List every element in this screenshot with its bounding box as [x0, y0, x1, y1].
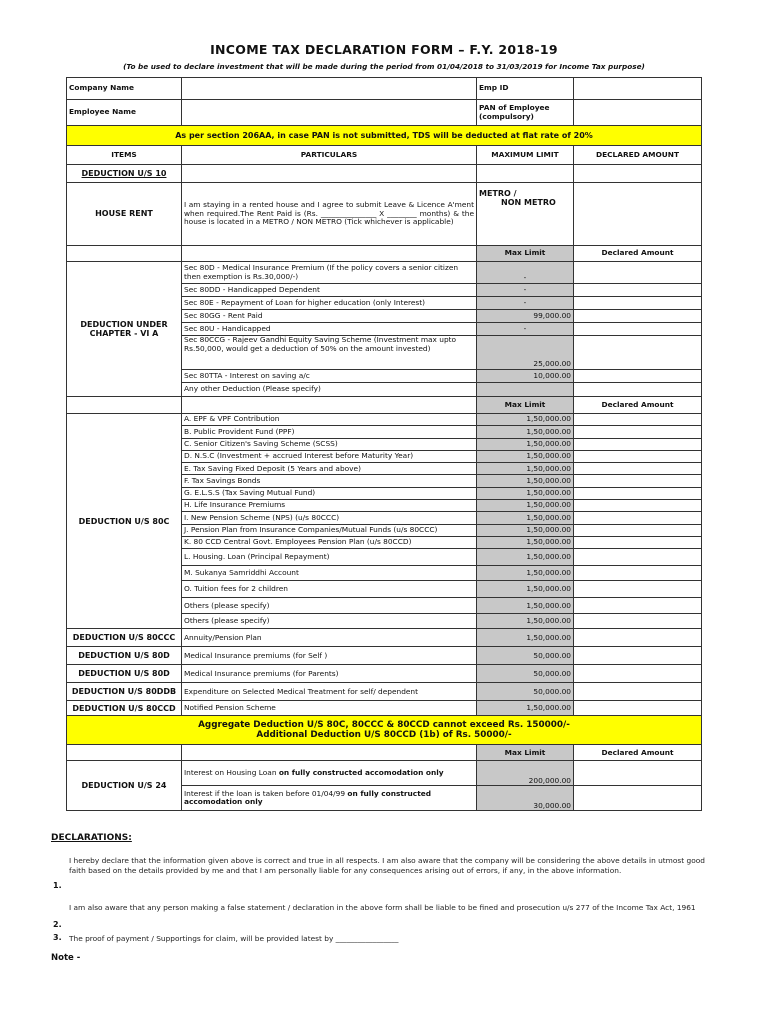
aggregate-line-2: Additional Deduction U/S 80CCD (1b) of Rs. 50000/-: [256, 730, 512, 741]
pan-label: PAN of Employee (compulsory): [477, 100, 574, 126]
sec24-row-limit: 200,000.00: [477, 761, 574, 786]
sec24-row-limit: 30,000.00: [477, 786, 574, 811]
c80-row-text: E. Tax Saving Fixed Deposit (5 Years and above): [182, 463, 477, 475]
form-subtitle: (To be used to declare investment that will be made during the period from 01/04/2018 to 31/03/2019 for Income Tax purpose): [123, 62, 645, 71]
other-section-text: Expenditure on Selected Medical Treatment for self/ dependent: [182, 683, 477, 701]
via-row-declared[interactable]: [574, 310, 702, 323]
via-row-limit: [477, 383, 574, 397]
col-max-limit-header: MAXIMUM LIMIT: [477, 146, 574, 165]
emp-id-field[interactable]: [574, 78, 702, 100]
sec24-row-plain: Interest on Housing Loan: [184, 768, 279, 777]
other-section-limit: 1,50,000.00: [477, 629, 574, 647]
declaration-table: [66, 77, 702, 811]
c80-row-declared[interactable]: [574, 598, 702, 614]
c80-row-limit: 1,50,000.00: [477, 512, 574, 524]
declaration-2-text: I am also aware that any person making a false statement / declaration in the above form shall be liable to be fined and prosecution u/s 277 of the Income Tax Act, 1961: [69, 903, 696, 912]
employee-name-label: Employee Name: [67, 100, 182, 126]
c80-row-text: H. Life Insurance Premiums: [182, 500, 477, 512]
c80-row-declared[interactable]: [574, 581, 702, 598]
other-section-limit: 50,000.00: [477, 665, 574, 683]
s24-max-limit-header: Max Limit: [477, 745, 574, 761]
other-section-declared[interactable]: [574, 647, 702, 665]
col-items-header: ITEMS: [67, 146, 182, 165]
c80-row-limit: 1,50,000.00: [477, 414, 574, 426]
house-rent-declared[interactable]: [574, 183, 702, 246]
c80-row-limit: 1,50,000.00: [477, 614, 574, 629]
c80-row-limit: 1,50,000.00: [477, 598, 574, 614]
c80-row-limit: 1,50,000.00: [477, 500, 574, 512]
c80-row-declared[interactable]: [574, 475, 702, 487]
other-section-declared[interactable]: [574, 629, 702, 647]
c80-row-text: B. Public Provident Fund (PPF): [182, 426, 477, 438]
form-title: INCOME TAX DECLARATION FORM – F.Y. 2018-19: [210, 42, 558, 57]
other-section-declared[interactable]: [574, 683, 702, 701]
c80-row-limit: 1,50,000.00: [477, 581, 574, 598]
c80-header-empty2: [182, 397, 477, 414]
c80-row-declared[interactable]: [574, 566, 702, 581]
via-row-limit: -: [477, 284, 574, 297]
c80-row-text: Others (please specify): [182, 598, 477, 614]
via-row-declared[interactable]: [574, 383, 702, 397]
c80-row-text: O. Tuition fees for 2 children: [182, 581, 477, 598]
house-rent-text: I am staying in a rented house and I agree to submit Leave & Licence A'ment when required.The Rent Paid is (Rs. _______________ X ________ months) & the house is located in a METRO / NON METRO (Tick whichever is applicable): [182, 183, 477, 246]
other-section-declared[interactable]: [574, 665, 702, 683]
metro-label: METRO /: [479, 189, 517, 198]
via-row-limit: -: [477, 297, 574, 310]
via-row-text: Sec 80GG - Rent Paid: [182, 310, 477, 323]
other-section-label: DEDUCTION U/S 80D: [67, 665, 182, 683]
col-declared-header: DECLARED AMOUNT: [574, 146, 702, 165]
employee-name-field[interactable]: [182, 100, 477, 126]
other-section-text: Medical Insurance premiums (for Self ): [182, 647, 477, 665]
c80-row-declared[interactable]: [574, 512, 702, 524]
c80-row-limit: 1,50,000.00: [477, 487, 574, 499]
via-row-text: Any other Deduction (Please specify): [182, 383, 477, 397]
aggregate-banner: [67, 716, 702, 745]
c80-row-text: F. Tax Savings Bonds: [182, 475, 477, 487]
via-row-text: Sec 80D - Medical Insurance Premium (If the policy covers a senior citizen then exemption is Rs.30,000/-): [182, 262, 477, 284]
via-row-declared[interactable]: [574, 297, 702, 310]
c80-row-text: I. New Pension Scheme (NPS) (u/s 80CCC): [182, 512, 477, 524]
company-name-field[interactable]: [182, 78, 477, 100]
non-metro-label: NON METRO: [501, 198, 556, 208]
sec24-row-declared[interactable]: [574, 786, 702, 811]
declarations-title: DECLARATIONS:: [51, 833, 132, 843]
other-section-text: Notified Pension Scheme: [182, 701, 477, 716]
company-name-label: Company Name: [67, 78, 182, 100]
other-section-text: Medical Insurance premiums (for Parents): [182, 665, 477, 683]
c80-row-limit: 1,50,000.00: [477, 450, 574, 462]
c80-row-limit: 1,50,000.00: [477, 549, 574, 566]
other-section-limit: 50,000.00: [477, 647, 574, 665]
sec10-label: DEDUCTION U/S 10: [67, 165, 182, 183]
c80-row-declared[interactable]: [574, 500, 702, 512]
declaration-2-number: 2.: [53, 920, 62, 929]
other-section-limit: 1,50,000.00: [477, 701, 574, 716]
sec24-row-plain: Interest if the loan is taken before 01/04/99: [184, 788, 348, 798]
sec24-row-declared[interactable]: [574, 761, 702, 786]
via-row-limit: 99,000.00: [477, 310, 574, 323]
col-particulars-header: PARTICULARS: [182, 146, 477, 165]
via-row-text: Sec 80TTA - Interest on saving a/c: [182, 370, 477, 383]
house-rent-label: HOUSE RENT: [67, 183, 182, 246]
other-section-label: DEDUCTION U/S 80CCD: [67, 701, 182, 716]
c80-row-text: Others (please specify): [182, 614, 477, 629]
via-row-declared[interactable]: [574, 336, 702, 370]
via-row-text: Sec 80CCG - Rajeev Gandhi Equity Saving Scheme (Investment max upto Rs.50,000, would get a deduction of 50% on the amount invested): [182, 336, 477, 370]
c80-row-declared[interactable]: [574, 426, 702, 438]
c80-row-limit: 1,50,000.00: [477, 426, 574, 438]
c80-row-text: C. Senior Citizen's Saving Scheme (SCSS): [182, 438, 477, 450]
via-max-limit-header: Max Limit: [477, 246, 574, 262]
c80-row-declared[interactable]: [574, 438, 702, 450]
chapter-via-label: DEDUCTION UNDER CHAPTER - VI A: [67, 262, 182, 397]
other-section-declared[interactable]: [574, 701, 702, 716]
aggregate-line-1: Aggregate Deduction U/S 80C, 80CCC & 80CCD cannot exceed Rs. 150000/-: [198, 720, 570, 731]
c80-row-limit: 1,50,000.00: [477, 438, 574, 450]
metro-choice[interactable]: [477, 183, 574, 246]
c80-row-declared[interactable]: [574, 524, 702, 536]
c80-header-empty: [67, 397, 182, 414]
c80-row-text: M. Sukanya Samriddhi Account: [182, 566, 477, 581]
c80-row-text: J. Pension Plan from Insurance Companies/Mutual Funds (u/s 80CCC): [182, 524, 477, 536]
sec10-empty-declared: [574, 165, 702, 183]
c80-declared-header: Declared Amount: [574, 397, 702, 414]
via-declared-header: Declared Amount: [574, 246, 702, 262]
c80-row-text: G. E.L.S.S (Tax Saving Mutual Fund): [182, 487, 477, 499]
c80-row-text: D. N.S.C (Investment + accrued Interest before Maturity Year): [182, 450, 477, 462]
c80-row-text: A. EPF & VPF Contribution: [182, 414, 477, 426]
note-label: Note -: [51, 953, 81, 963]
sec24-row-bold: on fully constructed accomodation only: [184, 788, 432, 807]
sec10-empty: [182, 165, 477, 183]
sec10-empty-limit: [477, 165, 574, 183]
via-row-declared[interactable]: [574, 323, 702, 336]
sec80c-label: DEDUCTION U/S 80C: [67, 414, 182, 629]
via-row-text: Sec 80E - Repayment of Loan for higher education (only Interest): [182, 297, 477, 310]
via-row-text: Sec 80U - Handicapped: [182, 323, 477, 336]
c80-row-limit: 1,50,000.00: [477, 524, 574, 536]
via-row-limit: 25,000.00: [477, 336, 574, 370]
c80-row-declared[interactable]: [574, 450, 702, 462]
via-row-declared[interactable]: [574, 370, 702, 383]
c80-row-limit: 1,50,000.00: [477, 536, 574, 548]
declaration-1-number: 1.: [53, 881, 62, 890]
other-section-label: DEDUCTION U/S 80D: [67, 647, 182, 665]
pan-field[interactable]: [574, 100, 702, 126]
via-row-declared[interactable]: [574, 262, 702, 284]
pan-notice-banner: As per section 206AA, in case PAN is not submitted, TDS will be deducted at flat rate of 20%: [67, 126, 702, 146]
c80-row-text: L. Housing. Loan (Principal Repayment): [182, 549, 477, 566]
sec24-row-bold: on fully constructed accomodation only: [278, 768, 444, 777]
via-row-limit: -: [477, 323, 574, 336]
via-header-empty: [67, 246, 182, 262]
sec24-row-text: [182, 761, 477, 786]
declaration-3-text: The proof of payment / Supportings for claim, will be provided latest by _________________: [69, 934, 399, 943]
c80-row-declared[interactable]: [574, 414, 702, 426]
c80-row-declared[interactable]: [574, 549, 702, 566]
c80-row-declared[interactable]: [574, 463, 702, 475]
c80-row-limit: 1,50,000.00: [477, 566, 574, 581]
emp-id-label: Emp ID: [477, 78, 574, 100]
s24-header-empty2: [182, 745, 477, 761]
other-section-text: Annuity/Pension Plan: [182, 629, 477, 647]
c80-row-text: K. 80 CCD Central Govt. Employees Pension Plan (u/s 80CCD): [182, 536, 477, 548]
c80-row-declared[interactable]: [574, 536, 702, 548]
c80-row-limit: 1,50,000.00: [477, 463, 574, 475]
declaration-3-number: 3.: [53, 933, 62, 942]
c80-row-declared[interactable]: [574, 487, 702, 499]
other-section-label: DEDUCTION U/S 80DDB: [67, 683, 182, 701]
via-row-limit: 10,000.00: [477, 370, 574, 383]
sec24-row-text: [182, 786, 477, 811]
via-header-empty2: [182, 246, 477, 262]
s24-declared-header: Declared Amount: [574, 745, 702, 761]
via-row-limit: -: [477, 262, 574, 284]
via-row-text: Sec 80DD - Handicapped Dependent: [182, 284, 477, 297]
c80-row-declared[interactable]: [574, 614, 702, 629]
c80-row-limit: 1,50,000.00: [477, 475, 574, 487]
other-section-label: DEDUCTION U/S 80CCC: [67, 629, 182, 647]
declaration-1-text: I hereby declare that the information given above is correct and true in all respects. I am also aware that the company will be considering the above details in utmost good faith based on the details provided by me and that I am personally liable for any consequences arising out of errors, if any, in the above information.: [69, 856, 705, 875]
c80-max-limit-header: Max Limit: [477, 397, 574, 414]
other-section-limit: 50,000.00: [477, 683, 574, 701]
s24-header-empty: [67, 745, 182, 761]
sec24-label: DEDUCTION U/S 24: [67, 761, 182, 811]
via-row-declared[interactable]: [574, 284, 702, 297]
